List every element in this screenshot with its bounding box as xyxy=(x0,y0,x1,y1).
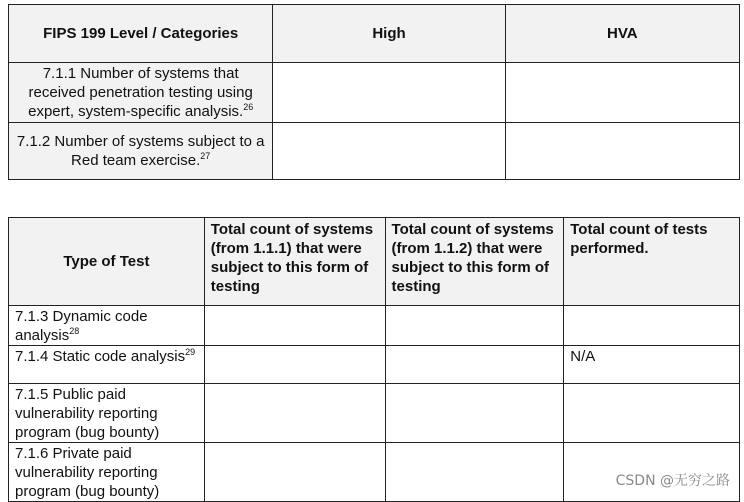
table-row xyxy=(9,306,740,346)
row-label-7-1-2 xyxy=(9,123,273,180)
cell-tests-performed[interactable] xyxy=(564,306,740,346)
row-label-text: 7.1.2 Number of systems subject to a Red team exercise. xyxy=(16,133,265,169)
header-fips-level: FIPS 199 Level / Categories xyxy=(9,5,273,63)
table-row xyxy=(9,63,740,123)
row-label-7-1-5: 7.1.5 Public paid vulnerability reporting program (bug bounty) xyxy=(9,384,205,443)
test-types-table xyxy=(8,217,740,502)
row-label-text: 7.1.1 Number of systems that received penetration testing using expert, system-specific analysis. xyxy=(28,65,253,120)
cell-count-1-1-1[interactable] xyxy=(204,384,385,443)
row-label-text: 7.1.4 Static code analysis xyxy=(15,348,186,365)
header-high: High xyxy=(273,5,505,63)
row-label-7-1-3 xyxy=(9,306,205,346)
row-label-text: 7.1.3 Dynamic code analysis xyxy=(15,308,148,344)
cell-count-1-1-2[interactable] xyxy=(385,384,564,443)
header-type-of-test: Type of Test xyxy=(9,218,205,306)
footnote-ref: 29 xyxy=(185,347,196,357)
table-row xyxy=(9,346,740,384)
header-tests-performed: Total count of tests performed. xyxy=(564,218,740,306)
row-label-7-1-6: 7.1.6 Private paid vulnerability reporting program (bug bounty) xyxy=(9,443,205,502)
cell-hva-7-1-1[interactable] xyxy=(505,63,739,123)
watermark: CSDN @无穷之路 xyxy=(615,473,730,489)
header-hva: HVA xyxy=(505,5,739,63)
footnote-ref: 26 xyxy=(243,102,254,112)
cell-high-7-1-2[interactable] xyxy=(273,123,505,180)
row-label-7-1-1 xyxy=(9,63,273,123)
cell-high-7-1-1[interactable] xyxy=(273,63,505,123)
cell-count-1-1-2[interactable] xyxy=(385,346,564,384)
table-header-row xyxy=(9,5,740,63)
cell-count-1-1-1[interactable] xyxy=(204,306,385,346)
fips-categories-table xyxy=(8,4,740,180)
footnote-ref: 27 xyxy=(200,151,211,161)
cell-count-1-1-1[interactable] xyxy=(204,443,385,502)
cell-count-1-1-2[interactable] xyxy=(385,443,564,502)
cell-count-1-1-2[interactable] xyxy=(385,306,564,346)
table-row xyxy=(9,384,740,443)
footnote-ref: 28 xyxy=(69,326,80,336)
table-header-row xyxy=(9,218,740,306)
table-row xyxy=(9,123,740,180)
cell-tests-performed[interactable]: N/A xyxy=(564,346,740,384)
cell-tests-performed[interactable] xyxy=(564,384,740,443)
header-count-1-1-1: Total count of systems (from 1.1.1) that were subject to this form of testing xyxy=(204,218,385,306)
row-label-7-1-4 xyxy=(9,346,205,384)
cell-count-1-1-1[interactable] xyxy=(204,346,385,384)
cell-hva-7-1-2[interactable] xyxy=(505,123,739,180)
header-count-1-1-2: Total count of systems (from 1.1.2) that were subject to this form of testing xyxy=(385,218,564,306)
